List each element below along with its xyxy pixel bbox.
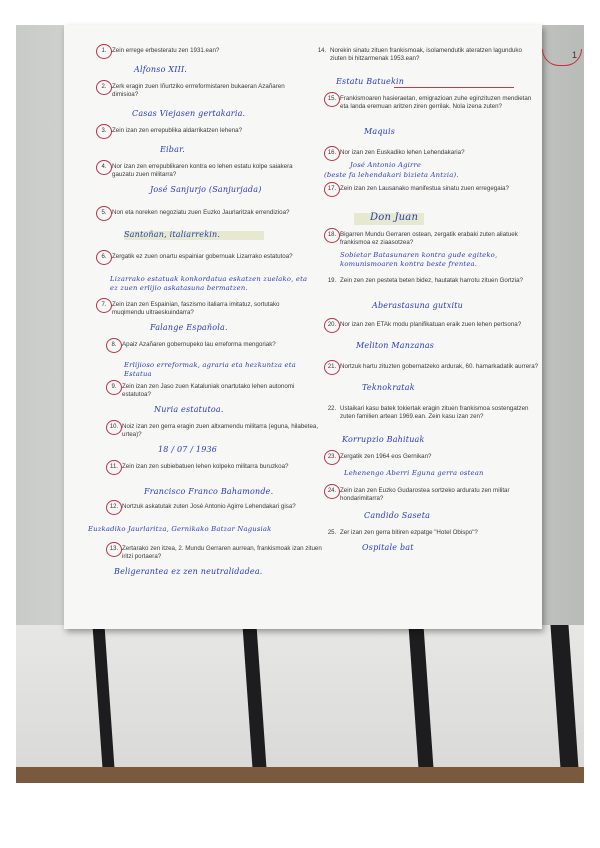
question-text: Nor izan zen errepublikaren kontra eo lehen estatu kolpe saiakera gauzatu zuen militarra? — [112, 163, 293, 178]
question-6 — [101, 253, 312, 261]
question-16 — [327, 149, 540, 157]
question-11 — [110, 463, 322, 471]
question-number: 7. — [96, 298, 112, 313]
answer-13: Beligerantea ez zen neutralidadea. — [114, 567, 263, 576]
question-19 — [327, 277, 540, 285]
question-number: 16. — [324, 146, 340, 161]
question-text: Zein izan zen Euzko Gudarostea sortzeko arduratu zen militar hondarimitarra? — [340, 487, 510, 502]
question-text: Zein izan zen errepublika aldarrikatzen lehena? — [112, 127, 243, 134]
answer-16: José Antonio Agirre — [350, 161, 422, 169]
question-number: 10. — [106, 420, 122, 435]
question-number: 18. — [324, 228, 340, 243]
question-text: Zein izan zen Espainian, faszismo italiarra imitatuz, sortutako muqimendu ultraeskuindarra? — [112, 301, 280, 316]
question-7 — [101, 301, 312, 317]
question-text: Apaiz Azañaren gobernupeko lau erreforma mengoriak? — [122, 341, 276, 348]
question-number: 11. — [106, 460, 122, 475]
question-3 — [101, 127, 312, 135]
question-number: 5. — [96, 206, 112, 221]
question-17 — [327, 185, 540, 193]
question-5 — [101, 209, 312, 217]
question-number: 3. — [96, 124, 112, 139]
question-text: Zergatik ez zuen onartu espainiar gobernuak Lizarrako estatutoa? — [112, 253, 293, 260]
answer-18: Sobietar Batasunaren kontra gude egiteko, komunismoaren kontra beste frentea. — [340, 251, 498, 268]
answer-15: Maquis — [364, 127, 396, 136]
question-text: Ustaikari kasu batek tokiertak eragin zituen frankismoa sostengatzen zuten familien artean 1969.ean. Zein kasu izan zen? — [340, 405, 529, 420]
question-text: Zein zen zen pesteta beten bidez, hautatak harrotu zituen Gortzia? — [340, 277, 523, 284]
answer-12: Euzkadiko Jaurlaritza, Gernikako Batzar Nagusiak — [88, 525, 272, 533]
question-text: Zergatik zen 1964 eos Gernikan? — [340, 453, 432, 460]
question-text: Non eta noreken negoziatu zuen Euzko Jaurlaritzak errendizioa? — [112, 209, 290, 216]
question-14 — [317, 47, 530, 63]
question-text: Zein izan zen Jaso zuen Kataluniak onartutako lehen autonomi estatutoa? — [122, 383, 295, 398]
question-15 — [327, 95, 540, 111]
question-12 — [109, 503, 322, 511]
question-number: 23. — [324, 450, 340, 465]
question-18 — [327, 231, 540, 247]
question-number: 12. — [106, 500, 122, 515]
question-text: Frankismoaren hasieraetan, emigrazioan zuhe eginzituzen mendietan eta landa eremuan aritzen ziren gerrilak. Nola izena zuten? — [340, 95, 532, 110]
worksheet-paper — [64, 25, 578, 629]
answer-14: Estatu Batuekin — [336, 77, 405, 86]
question-20 — [327, 321, 540, 329]
floor — [16, 767, 584, 783]
answer-21: Teknokratak — [362, 383, 415, 392]
answer-11: Francisco Franco Bahamonde. — [144, 487, 274, 496]
question-number: 2. — [96, 80, 112, 95]
question-text: Nortzuk askatutak zuten José Antonio Agirre Lehendakari gisa? — [122, 503, 296, 510]
question-number: 20. — [324, 318, 340, 333]
question-text: Nor izan zen Euskadiko lehen Lehendakaria? — [340, 149, 465, 156]
question-text: Nortzuk hartu zituzten gobernatzeko ardurak, 60. hamarkadatik aurrera? — [340, 363, 539, 370]
question-number: 25. — [327, 530, 337, 536]
answer-24: Candido Saseta — [364, 511, 431, 520]
question-number: 21. — [324, 360, 340, 375]
page-number: 1 — [572, 50, 578, 60]
question-number: 14. — [317, 48, 327, 54]
question-text: Norekin sinatu zituen frankismoak, isolamendutik ateratzen lagunduko ziuten bi hitzarmenak 1953.ean? — [330, 47, 522, 62]
question-number: 6. — [96, 250, 112, 265]
question-number: 1. — [96, 44, 112, 59]
question-text: Zein errege erbesteratu zen 1931.ean? — [112, 47, 220, 54]
question-text: Bigarren Mundu Gerraren ostean, zergatik erabaki zuten aliatuek frankismoa ez ziaasotzea? — [340, 231, 518, 246]
question-4 — [101, 163, 312, 179]
answer-underline — [394, 87, 514, 88]
answer-22: Korrupzio Bahituak — [342, 435, 425, 444]
question-2 — [101, 83, 312, 99]
question-number: 15. — [324, 92, 340, 107]
question-text: Zerk eragin zuen Iñurtziko errreformistaren bukaeran Azañaren dimisioa? — [112, 83, 285, 98]
question-number: 17. — [324, 182, 340, 197]
answer-10: 18 / 07 / 1936 — [158, 445, 218, 454]
question-text: Nor izan zen ETAk modu planifikatuan eraik zuen lehen pertsona? — [340, 321, 522, 328]
answer-2: Casas Viejasen gertakaria. — [132, 109, 246, 118]
answer-1: Alfonso XIII. — [134, 65, 188, 74]
question-1 — [101, 47, 312, 55]
question-text: Zein izan zen Lausanako manifestua sinatu zuen erregegaia? — [340, 185, 509, 192]
answer-8: Erlijioso erreformak, agraria eta hezkuntza eta Estatua — [124, 361, 296, 378]
question-text: Zein izan zen subiebatuen lehen kolpeko militarra buruzkoa? — [122, 463, 289, 470]
question-10 — [109, 423, 322, 439]
question-22 — [327, 405, 540, 421]
answer-4: José Sanjurjo (Sanjurjada) — [150, 185, 262, 194]
answer-9: Nuria estatutoa. — [154, 405, 224, 414]
answer-19: Aberastasuna gutxitu — [372, 301, 463, 310]
question-text: Zertarako zen itzea, 2. Mundu Gerraren aurrean, frankismoak izan zituen iritzi portaera? — [122, 545, 322, 560]
answer-25: Ospitale bat — [362, 543, 414, 552]
answer-23: Lehenengo Aberri Eguna gerra ostean — [344, 469, 484, 477]
question-24 — [327, 487, 540, 503]
answer-20: Meliton Manzanas — [356, 341, 435, 350]
question-21 — [327, 363, 540, 371]
question-number: 8. — [106, 338, 122, 353]
answer-3: Eibar. — [160, 145, 185, 154]
question-number: 13. — [106, 542, 122, 557]
question-number: 22. — [327, 406, 337, 412]
question-9 — [111, 383, 322, 399]
question-25 — [327, 529, 540, 537]
question-number: 4. — [96, 160, 112, 175]
answer-6: Lizarrako estatuak konkordatua eskatzen zuelako, eta ez zuen erlijio askatasuna bermatzen. — [110, 275, 308, 292]
question-number: 9. — [106, 380, 122, 395]
question-text: Noiz izan zen gerra eragin zuen altxamendu militarra (eguna, hilabetea, urtea)? — [122, 423, 319, 438]
question-13 — [109, 545, 322, 561]
question-number: 24. — [324, 484, 340, 499]
answer-16-note: (beste fa lehendakari bizieta Antzia). — [324, 171, 459, 179]
question-number: 19. — [327, 278, 337, 284]
answer-17: Don Juan — [370, 212, 419, 223]
question-23 — [327, 453, 540, 461]
answer-7: Falange Española. — [150, 323, 228, 332]
question-8 — [111, 341, 322, 349]
question-text: Zer izan zen gerra bitiren ezpatge "Hotel Obispo"? — [340, 529, 478, 536]
answer-5: Santoñan, italiarrekin. — [124, 230, 221, 239]
